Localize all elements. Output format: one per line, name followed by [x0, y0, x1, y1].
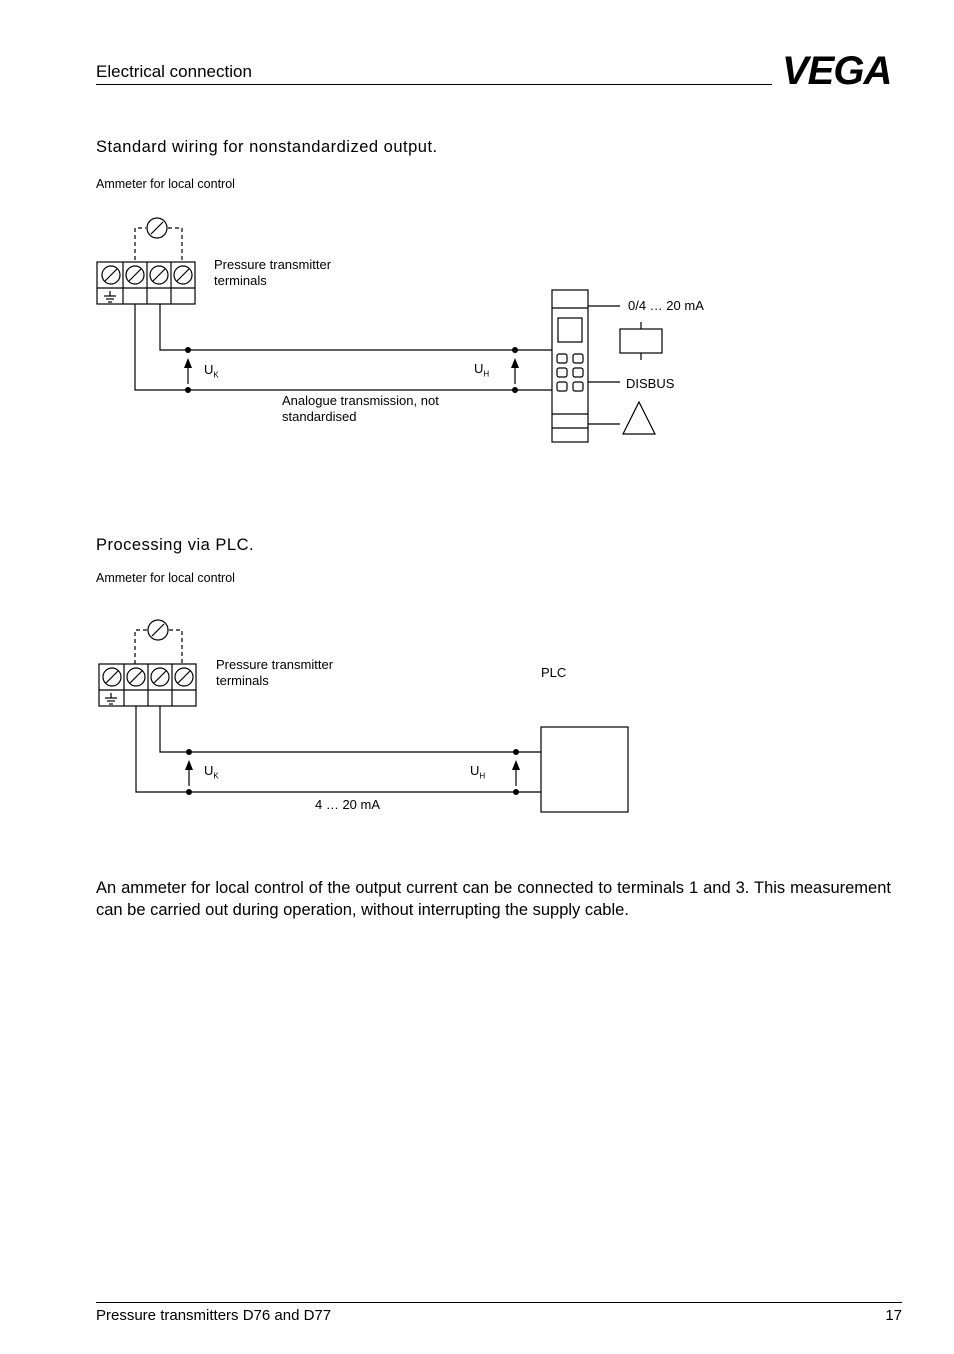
diagram1-bus-label: DISBUS	[626, 376, 675, 391]
warning-triangle-icon	[623, 402, 655, 434]
diagram1-terminals-label: Pressure transmitter terminals	[214, 257, 332, 288]
logo-text: VEGA	[782, 52, 892, 88]
diagram2-terminals-label: Pressure transmitter terminals	[216, 657, 334, 688]
diagram2-uh-label: $U_H$	[470, 763, 486, 781]
plc-box	[541, 727, 628, 812]
diagram1-uh-label: $U_H$	[474, 361, 490, 379]
page-number: 17	[885, 1307, 902, 1324]
diagram2-caption: Ammeter for local control	[96, 571, 235, 585]
diagram1-output-label: 0/4 … 20 mA	[628, 298, 704, 313]
output-relay-icon	[620, 329, 662, 353]
diagram1-transmission-label: Analogue transmission, not standardised	[282, 393, 439, 424]
diagram1-heading: Standard wiring for nonstandardized output.	[96, 138, 438, 156]
diagram1-uk-label: $U_K$	[204, 362, 219, 380]
diagram2-current-label: 4 … 20 mA	[315, 797, 381, 812]
diagram1-caption: Ammeter for local control	[96, 177, 235, 191]
diagram2-uk-label: $U_K$	[204, 763, 219, 781]
footer-divider	[96, 1302, 902, 1303]
diagram2-heading: Processing via PLC.	[96, 536, 255, 554]
section-title: Electrical connection	[96, 62, 252, 81]
diagram2-wiring	[0, 600, 954, 830]
body-paragraph: An ammeter for local control of the output current can be connected to terminals 1 and 3. This measurement can be carried out during operation, without interrupting the supply cable.	[96, 879, 891, 919]
diagram2-plc-label: PLC	[541, 665, 567, 680]
diagram1-wiring	[0, 0, 954, 460]
footer-title: Pressure transmitters D76 and D77	[96, 1307, 332, 1324]
